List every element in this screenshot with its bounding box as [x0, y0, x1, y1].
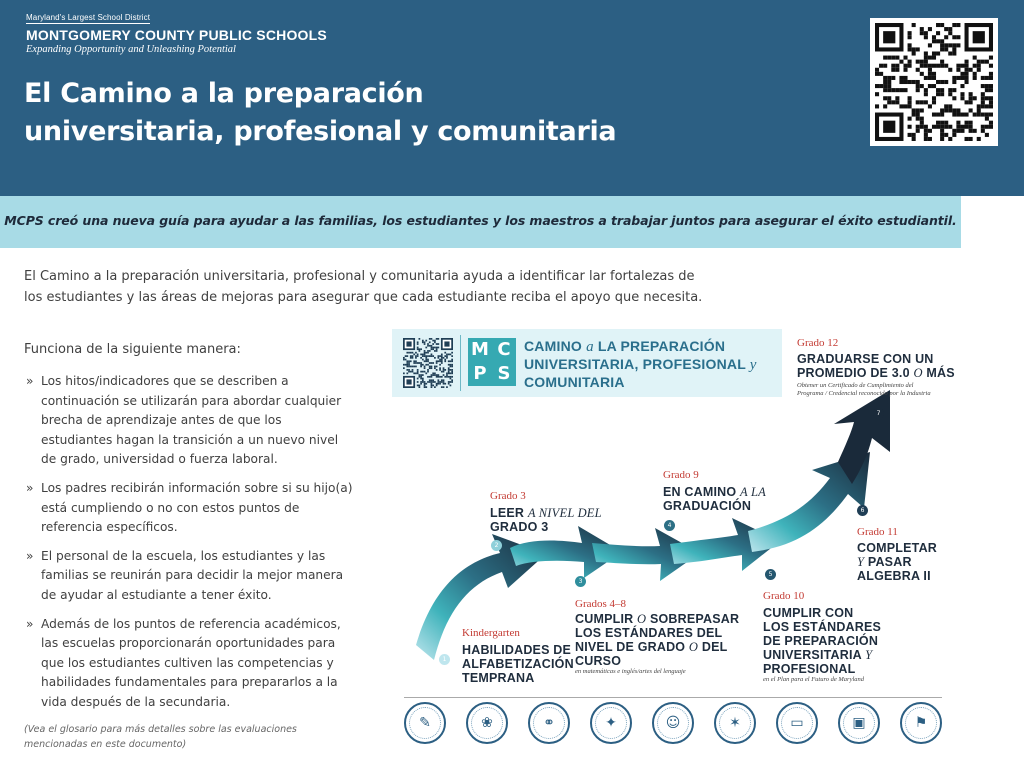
equity-inclusion-icon	[652, 702, 694, 744]
goal-line: DE PREPARACIÓN	[763, 634, 879, 648]
step-sub-7	[797, 382, 931, 398]
goal-line: LEER	[490, 506, 525, 520]
icons-divider	[404, 697, 942, 698]
goal-line: GRADUACIÓN	[663, 499, 752, 513]
goal-line: O	[688, 640, 699, 654]
goal-line: LOS ESTÁNDARES DEL	[575, 626, 723, 640]
goal-line: ALGEBRA II	[857, 569, 931, 583]
title-part: UNIVERSITARIA, PROFESIONAL	[524, 356, 746, 372]
step-goal-2	[490, 506, 602, 534]
icon-glyph: ✦	[605, 715, 617, 731]
grade-label: Kindergarten	[462, 627, 520, 639]
goal-line: HABILIDADES DE	[462, 643, 572, 657]
competency-icons	[404, 702, 942, 748]
oral-written-communication-icon	[404, 702, 446, 744]
title-part: y	[749, 357, 757, 373]
icon-glyph: ❀	[481, 715, 493, 731]
personal-well-being-icon	[466, 702, 508, 744]
step-dot-2: 2	[491, 540, 502, 551]
list-item: » Los hitos/indicadores que se describen a continuación se utilizarán para abordar cualquier brecha de aprendizaje antes de que los estudiantes hagan la transición a un nuevo nivel de grado, universidad o fuerza laboral.	[24, 372, 354, 470]
goal-line: CURSO	[575, 654, 622, 668]
goal-line: PROFESIONAL	[763, 662, 856, 676]
title-part: a	[586, 339, 594, 355]
goal-line: SOBREPASAR	[649, 612, 740, 626]
mcps-letter: C	[497, 339, 511, 360]
goal-line: ALFABETIZACIÓN	[462, 657, 574, 671]
goal-line: CUMPLIR CON	[763, 606, 854, 620]
goal-line: DEL	[701, 640, 728, 654]
step-dot-5: 5	[765, 569, 776, 580]
mcps-letter: S	[497, 363, 511, 384]
step-goal-4	[663, 485, 766, 513]
career-development-icon	[900, 702, 942, 744]
icon-glyph: ▭	[790, 715, 804, 731]
goal-line: Y	[865, 648, 873, 662]
banner-text: MCPS creó una nueva guía para ayudar a las familias, los estudiantes y los maestros a trabajar juntos para asegurar el éxito estudiantil.	[4, 213, 957, 228]
intro-line2: los estudiantes y las áreas de mejoras para asegurar que cada estudiante reciba el apoyo que necesita.	[24, 290, 703, 305]
critical-thinking-problem-solving-icon	[590, 702, 632, 744]
step-dot-3: 3	[575, 576, 586, 587]
title-part: COMUNITARIA	[524, 374, 625, 390]
goal-line: NIVEL DE GRADO	[575, 640, 686, 654]
page-title-line1: El Camino a la preparación	[24, 78, 424, 109]
goal-line: O	[637, 612, 647, 626]
district-name: MONTGOMERY COUNTY PUBLIC SCHOOLS	[26, 27, 327, 43]
goal-line: COMPLETAR	[857, 541, 938, 555]
step-sub-3: en matemáticas e inglés/artes del lenguaje	[575, 668, 686, 675]
step-dot-7: 7	[873, 408, 884, 419]
grade-label: Grado 11	[857, 526, 898, 538]
goal-line: LOS ESTÁNDARES	[763, 620, 882, 634]
goal-line: PROMEDIO DE 3.0	[797, 366, 910, 380]
grade-label: Grados 4–8	[575, 598, 627, 610]
step-dot-1: 1	[439, 654, 450, 665]
goal-line: TEMPRANA	[462, 671, 535, 685]
goal-line: MÁS	[926, 366, 955, 380]
icon-glyph: ▣	[852, 715, 866, 731]
sub-line: Programa / Credencial reconocido por la Industria	[797, 390, 931, 397]
step-dot-4: 4	[664, 520, 675, 531]
grade-label: Grado 9	[663, 469, 699, 481]
grade-label: Grado 12	[797, 337, 839, 349]
goal-line: Y	[857, 555, 865, 569]
list-item: » Los padres recibirán información sobre si su hijo(a) está cumpliendo o no con estos puntos de referencia específicos.	[24, 479, 354, 538]
grade-label: Grado 10	[763, 590, 805, 602]
professionalism-work-ethic-icon	[838, 702, 880, 744]
mcps-letter: M	[471, 339, 489, 360]
goal-line: EN CAMINO	[663, 485, 737, 499]
how-it-works-heading: Funciona de la siguiente manera:	[24, 342, 241, 357]
step-goal-6	[857, 541, 937, 583]
title-part: CAMINO	[524, 338, 582, 354]
goal-line: CUMPLIR	[575, 612, 634, 626]
district-tagline: Maryland's Largest School District	[26, 13, 151, 22]
icon-glyph: ⚑	[914, 715, 928, 731]
intro-line1: El Camino a la preparación universitaria, profesional y comunitaria ayuda a identificar lar fortalezas de	[24, 269, 695, 284]
icon-glyph: ✶	[729, 715, 741, 731]
goal-line: GRADUARSE CON UN	[797, 352, 934, 366]
mcps-letter: P	[473, 363, 487, 384]
digital-technology-icon	[776, 702, 818, 744]
sub-line: Obtener un Certificado de Cumplimiento del	[797, 382, 914, 389]
icon-glyph: ☺	[665, 715, 681, 731]
step-goal-5	[763, 606, 881, 676]
glossary-footnote: (Vea el glosario para más detalles sobre las evaluaciones mencionadas en este documento)	[24, 724, 297, 750]
goal-line: GRADO 3	[490, 520, 549, 534]
grade-label: Grado 3	[490, 490, 526, 502]
list-item: » Además de los puntos de referencia académicos, las escuelas proporcionarán oportunidades para que los estudiantes cultiven las competencias y habilidades fundamentales para prepararlos a la vida después de la secundaria.	[24, 615, 354, 713]
goal-line: UNIVERSITARIA	[763, 648, 862, 662]
step-dot-6: 6	[857, 505, 868, 516]
step-sub-5: en el Plan para el Futuro de Maryland	[763, 676, 865, 683]
step-goal-7	[797, 352, 955, 380]
goal-line: O	[913, 366, 923, 380]
goal-line: PASAR	[867, 555, 912, 569]
goal-line: A LA	[740, 485, 766, 499]
step-goal-3	[575, 612, 739, 668]
page-title-line2: universitaria, profesional y comunitaria	[24, 116, 617, 147]
icon-glyph: ⚭	[543, 715, 555, 731]
step-goal-1	[462, 643, 574, 685]
icon-glyph: ✎	[419, 715, 431, 731]
title-part: LA PREPARACIÓN	[597, 338, 726, 354]
list-item: » El personal de la escuela, los estudiantes y las familias se reunirán para decidir la mejor manera de ayudar al estudiante a tener éxito.	[24, 547, 354, 606]
district-motto: Expanding Opportunity and Unleashing Potential	[26, 44, 236, 55]
leadership-icon	[714, 702, 756, 744]
teamwork-collaboration-icon	[528, 702, 570, 744]
goal-line: A NIVEL DEL	[527, 506, 602, 520]
